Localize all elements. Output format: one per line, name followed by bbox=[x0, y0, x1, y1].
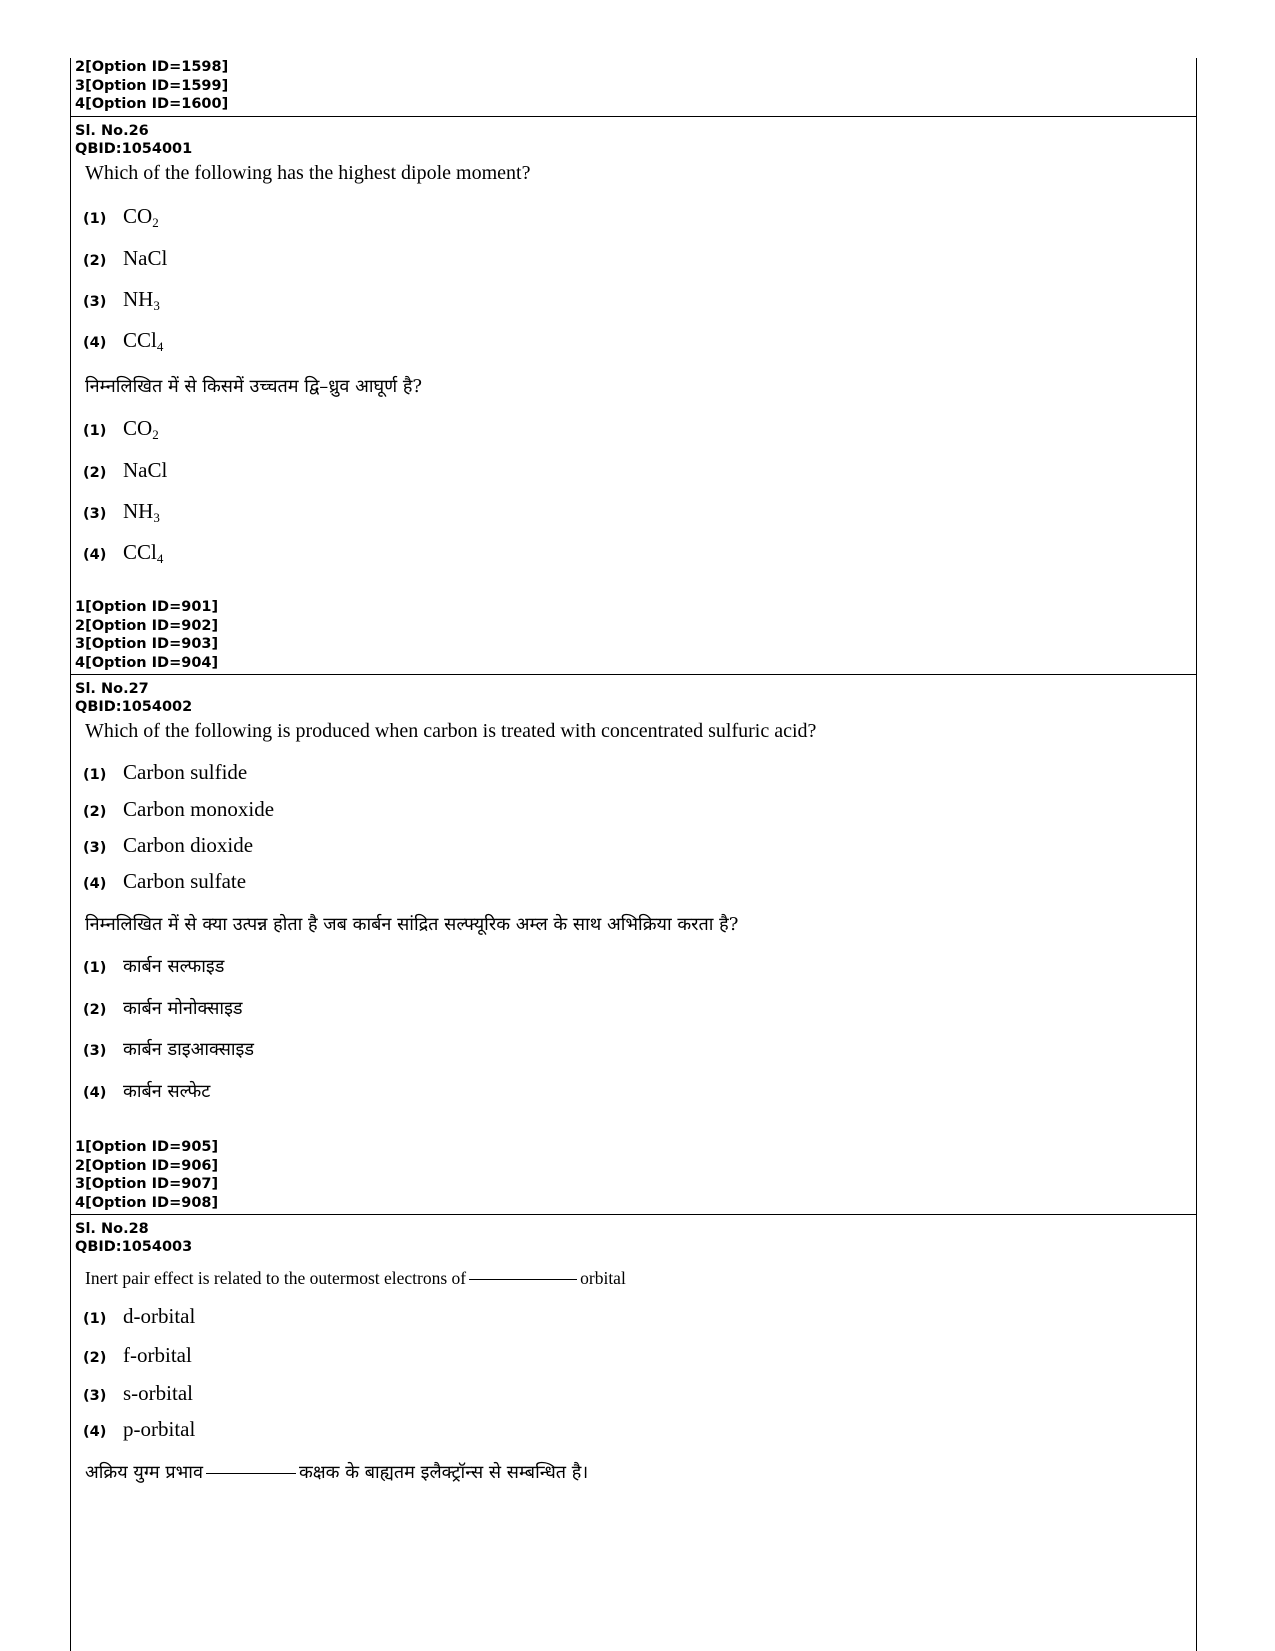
question-28 bbox=[75, 1220, 1189, 1640]
option-hi-3: (3) $NH_3$ bbox=[83, 499, 160, 525]
question-text-hi: निम्नलिखित में से क्या उत्पन्न होता है जब कार्बन सांद्रित सल्फ्यूरिक अम्ल के साथ अभिक्रिया करता है? bbox=[85, 914, 739, 935]
option-en-4: (4) CCl$_4$ bbox=[83, 328, 164, 354]
question-text-hi: अक्रिय युग्म प्रभाव कक्षक के बाह्यतम इलैक्ट्रॉन्स से सम्बन्धित है। bbox=[85, 1462, 589, 1483]
option-en-3: (3) s-orbital bbox=[83, 1381, 193, 1405]
sl-no: Sl. No.28 bbox=[75, 1221, 149, 1237]
question-text-en: Which of the following has the highest dipole moment? bbox=[85, 162, 531, 184]
prev-option-ids: 2[Option ID=1598] 3[Option ID=1599] 4[Option ID=1600] bbox=[75, 59, 229, 112]
option-hi-3: (3) कार्बन डाइआक्साइड bbox=[83, 1039, 255, 1060]
fill-blank bbox=[469, 1279, 577, 1280]
option-en-2: (2) f-orbital bbox=[83, 1343, 192, 1367]
left-border bbox=[70, 58, 71, 1651]
question-paper-frame bbox=[70, 58, 1197, 1651]
option-en-1: (1) $CO_2$ bbox=[83, 204, 159, 230]
option-ids: 1[Option ID=905] 2[Option ID=906] 3[Option ID=907] 4[Option ID=908] bbox=[75, 1139, 219, 1211]
sl-no: Sl. No.26 bbox=[75, 123, 149, 139]
qbid: QBID:1054003 bbox=[75, 1239, 193, 1255]
question-27 bbox=[75, 680, 1189, 1214]
divider bbox=[70, 116, 1197, 117]
option-hi-2: (2) NaCl bbox=[83, 458, 168, 482]
option-hi-2: (2) कार्बन मोनोक्साइड bbox=[83, 998, 243, 1019]
option-en-3: (3) Carbon dioxide bbox=[83, 833, 254, 857]
question-text-en: Which of the following is produced when carbon is treated with concentrated sulfuric acid? bbox=[85, 720, 817, 742]
option-hi-1: (1) कार्बन सल्फाइड bbox=[83, 956, 225, 977]
question-text-hi: निम्नलिखित में से किसमें उच्चतम द्वि–ध्रुव आघूर्ण है? bbox=[85, 376, 423, 397]
option-hi-1: (1) $CO_2$ bbox=[83, 416, 159, 442]
qbid: QBID:1054001 bbox=[75, 141, 193, 157]
qbid: QBID:1054002 bbox=[75, 699, 193, 715]
option-en-4: (4) p-orbital bbox=[83, 1417, 196, 1441]
sl-no: Sl. No.27 bbox=[75, 681, 149, 697]
option-en-3: (3) $NH_3$ bbox=[83, 287, 160, 313]
question-26 bbox=[75, 122, 1189, 674]
fill-blank bbox=[206, 1473, 296, 1474]
question-text-en: Inert pair effect is related to the outermost electrons of orbital bbox=[85, 1268, 626, 1288]
option-hi-4: (4) कार्बन सल्फेट bbox=[83, 1081, 211, 1102]
option-en-1: (1) Carbon sulfide bbox=[83, 760, 248, 784]
option-hi-4: (4) CCl$_4$ bbox=[83, 540, 164, 566]
option-en-2: (2) Carbon monoxide bbox=[83, 797, 275, 821]
divider bbox=[70, 674, 1197, 675]
option-en-4: (4) Carbon sulfate bbox=[83, 869, 247, 893]
divider bbox=[70, 1214, 1197, 1215]
right-border bbox=[1196, 58, 1197, 1651]
option-ids: 1[Option ID=901] 2[Option ID=902] 3[Option ID=903] 4[Option ID=904] bbox=[75, 599, 219, 671]
option-en-2: (2) NaCl bbox=[83, 246, 168, 270]
option-en-1: (1) d-orbital bbox=[83, 1304, 196, 1328]
